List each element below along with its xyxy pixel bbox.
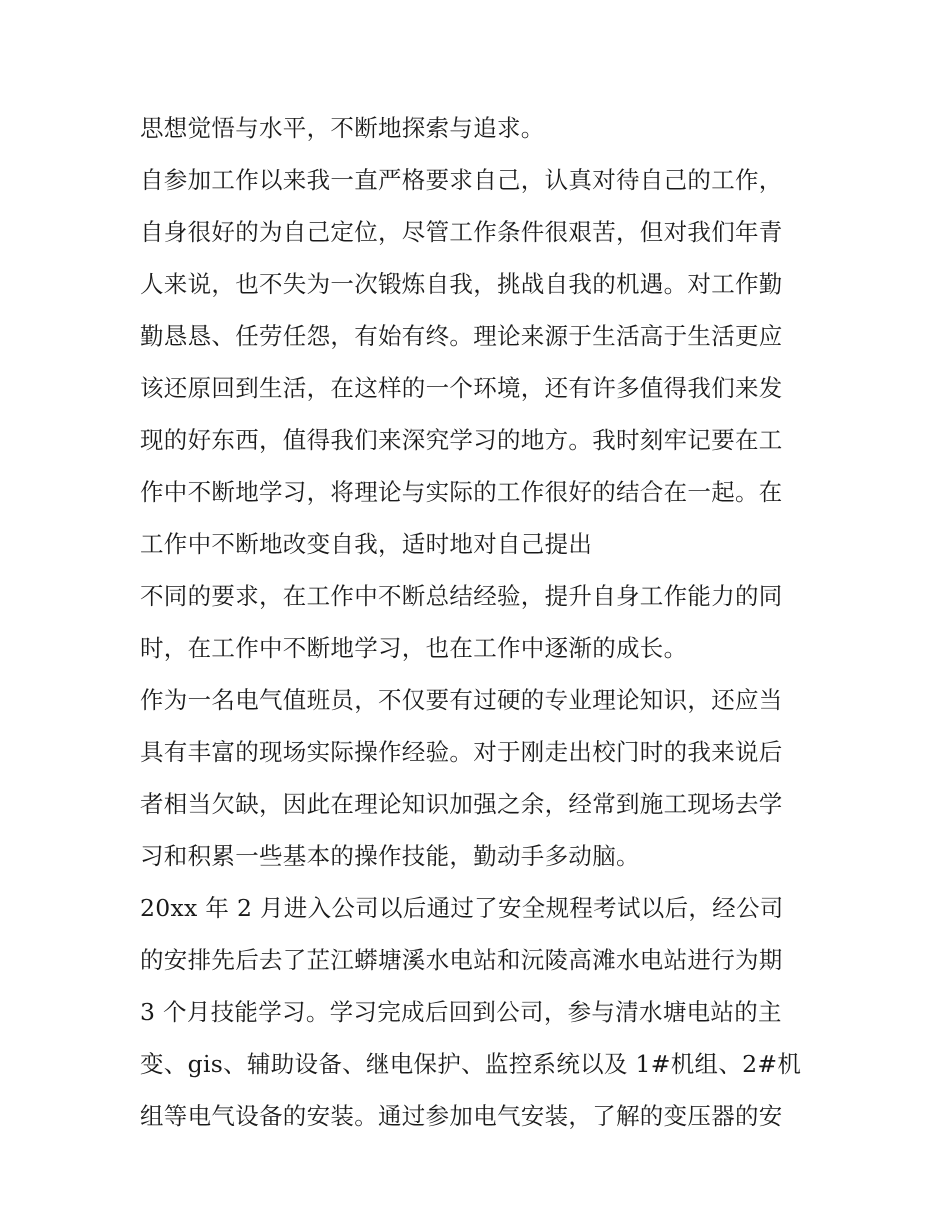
text-line: 变、gis、辅助设备、继电保护、监控系统以及 1#机组、2#机 bbox=[140, 1050, 802, 1078]
text-line: 自身很好的为自己定位，尽管工作条件很艰苦，但对我们年青 bbox=[140, 218, 783, 246]
text-line: 不同的要求，在工作中不断总结经验，提升自身工作能力的同 bbox=[140, 582, 783, 610]
text-line: 习和积累一些基本的操作技能，勤动手多动脑。 bbox=[140, 842, 640, 870]
text-line: 20xx 年 2 月进入公司以后通过了安全规程考试以后，经公司 bbox=[140, 894, 784, 922]
text-line: 自参加工作以来我一直严格要求自己，认真对待自己的工作， bbox=[140, 166, 783, 194]
text-line: 该还原回到生活，在这样的一个环境，还有许多值得我们来发 bbox=[140, 374, 783, 402]
text-line: 现的好东西，值得我们来深究学习的地方。我时刻牢记要在工 bbox=[140, 426, 783, 454]
text-line: 思想觉悟与水平，不断地探索与追求。 bbox=[140, 114, 545, 142]
text-line: 勤恳恳、任劳任怨，有始有终。理论来源于生活高于生活更应 bbox=[140, 322, 783, 350]
text-line: 作中不断地学习，将理论与实际的工作很好的结合在一起。在 bbox=[140, 478, 783, 506]
text-line: 具有丰富的现场实际操作经验。对于刚走出校门时的我来说后 bbox=[140, 738, 783, 766]
text-line: 人来说，也不失为一次锻炼自我，挑战自我的机遇。对工作勤 bbox=[140, 270, 783, 298]
text-line: 作为一名电气值班员，不仅要有过硬的专业理论知识，还应当 bbox=[140, 686, 783, 714]
text-line: 时，在工作中不断地学习，也在工作中逐渐的成长。 bbox=[140, 634, 688, 662]
text-line: 者相当欠缺，因此在理论知识加强之余，经常到施工现场去学 bbox=[140, 790, 783, 818]
text-line: 组等电气设备的安装。通过参加电气安装，了解的变压器的安 bbox=[140, 1102, 783, 1130]
text-line: 工作中不断地改变自我，适时地对自己提出 bbox=[140, 530, 593, 558]
text-line: 的安排先后去了芷江蟒塘溪水电站和沅陵高滩水电站进行为期 bbox=[140, 946, 783, 974]
text-line: 3 个月技能学习。学习完成后回到公司，参与清水塘电站的主 bbox=[140, 998, 782, 1026]
